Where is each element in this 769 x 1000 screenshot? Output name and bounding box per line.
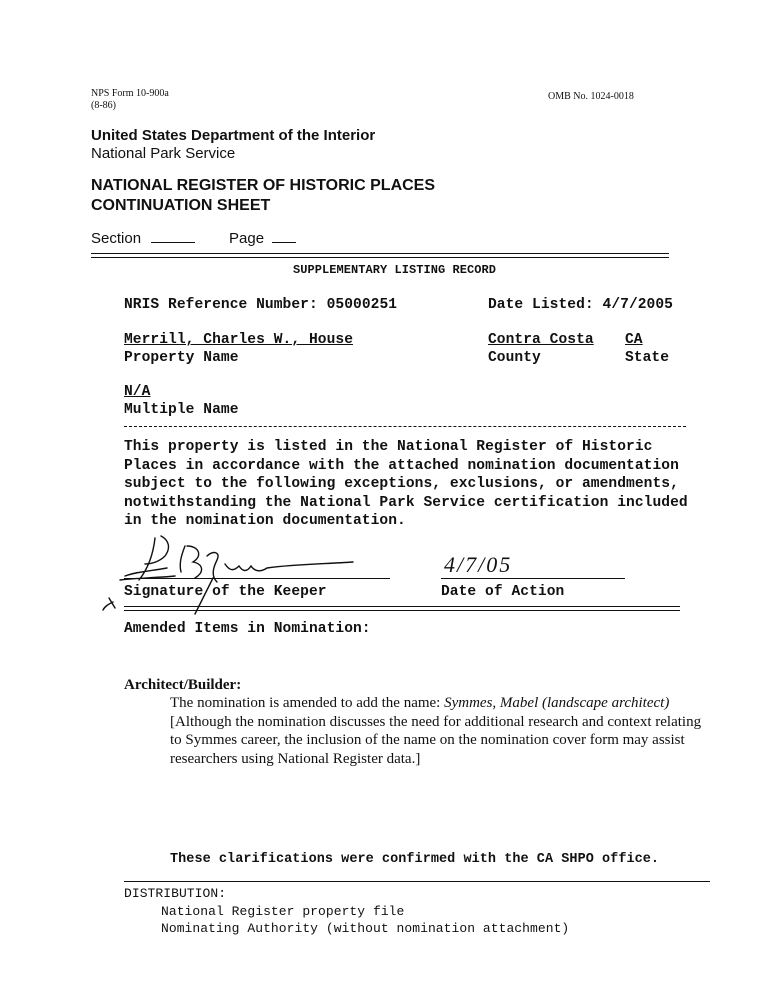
section-field — [91, 230, 195, 247]
page-title: NATIONAL REGISTER OF HISTORIC PLACES — [91, 177, 436, 194]
date-listed-value: 4/7/2005 — [602, 297, 673, 313]
multiple-name-value: N/A — [124, 384, 151, 400]
date-of-action-label: Date of Action — [441, 584, 565, 600]
county-value: Contra Costa — [488, 332, 594, 348]
distribution-item: Nominating Authority (without nomination attachment) — [161, 921, 570, 936]
distribution-rule — [124, 881, 710, 882]
distribution-list — [161, 903, 569, 937]
amendment-heading: Architect/Builder: — [124, 677, 242, 693]
header-double-rule — [91, 253, 669, 258]
statement-line: subject to the following exceptions, exclusions, or amendments, — [124, 476, 679, 492]
date-of-action-handwritten: 4/7/05 — [444, 552, 513, 577]
amendment-prefix: The nomination is amended to add the name: — [170, 695, 445, 711]
amendment-added-name: Symmes, Mabel (landscape architect) — [444, 695, 670, 711]
form-number: NPS Form 10-900a — [91, 88, 169, 99]
record-heading: SUPPLEMENTARY LISTING RECORD — [293, 263, 497, 277]
service-name: National Park Service — [91, 145, 236, 162]
section-blank — [151, 242, 195, 243]
date-listed-field — [488, 297, 673, 313]
form-date: (8-86) — [91, 100, 116, 111]
amendment-body — [170, 694, 701, 768]
date-listed-label: Date Listed: — [488, 297, 594, 313]
amendment-line: to Symmes career, the inclusion of the name on the nomination cover form may assist — [170, 732, 685, 748]
statement-line: in the nomination documentation. — [124, 513, 406, 529]
keeper-signature — [95, 528, 395, 618]
date-of-action-line — [441, 578, 625, 579]
page-subtitle: CONTINUATION SHEET — [91, 197, 271, 214]
state-label: State — [625, 350, 670, 366]
listing-statement — [124, 438, 688, 531]
amendment-line: [Although the nomination discusses the need for additional research and context relating — [170, 713, 702, 730]
nris-field — [124, 297, 397, 313]
statement-line: notwithstanding the National Park Service certification included — [124, 494, 688, 511]
county-label: County — [488, 350, 541, 366]
state-value: CA — [625, 332, 643, 348]
property-name-value: Merrill, Charles W., House — [124, 332, 353, 348]
signature-label: Signature of the Keeper — [124, 584, 327, 600]
amendment-line — [170, 694, 701, 713]
statement-line: This property is listed in the National Register of Historic — [124, 439, 653, 455]
multiple-name-label: Multiple Name — [124, 402, 239, 418]
section-label: Section — [91, 230, 142, 247]
distribution-item: National Register property file — [161, 904, 405, 919]
dashed-separator — [124, 426, 686, 427]
clarification-note: These clarifications were confirmed with the CA SHPO office. — [170, 852, 660, 867]
department-name: United States Department of the Interior — [91, 127, 376, 144]
property-name-label: Property Name — [124, 350, 239, 366]
statement-line: Places in accordance with the attached nomination documentation — [124, 457, 679, 474]
nris-label: NRIS Reference Number: — [124, 297, 318, 313]
signature-line — [124, 578, 390, 579]
amended-double-rule — [124, 606, 680, 611]
page-label: Page — [229, 230, 265, 247]
page-blank — [272, 242, 296, 243]
amendment-line: researchers using National Register data.] — [170, 750, 421, 767]
amended-items-label: Amended Items in Nomination: — [124, 621, 371, 637]
page-field — [229, 230, 296, 247]
nris-value: 05000251 — [326, 297, 398, 313]
omb-number: OMB No. 1024-0018 — [548, 91, 634, 102]
distribution-label: DISTRIBUTION: — [124, 886, 227, 901]
